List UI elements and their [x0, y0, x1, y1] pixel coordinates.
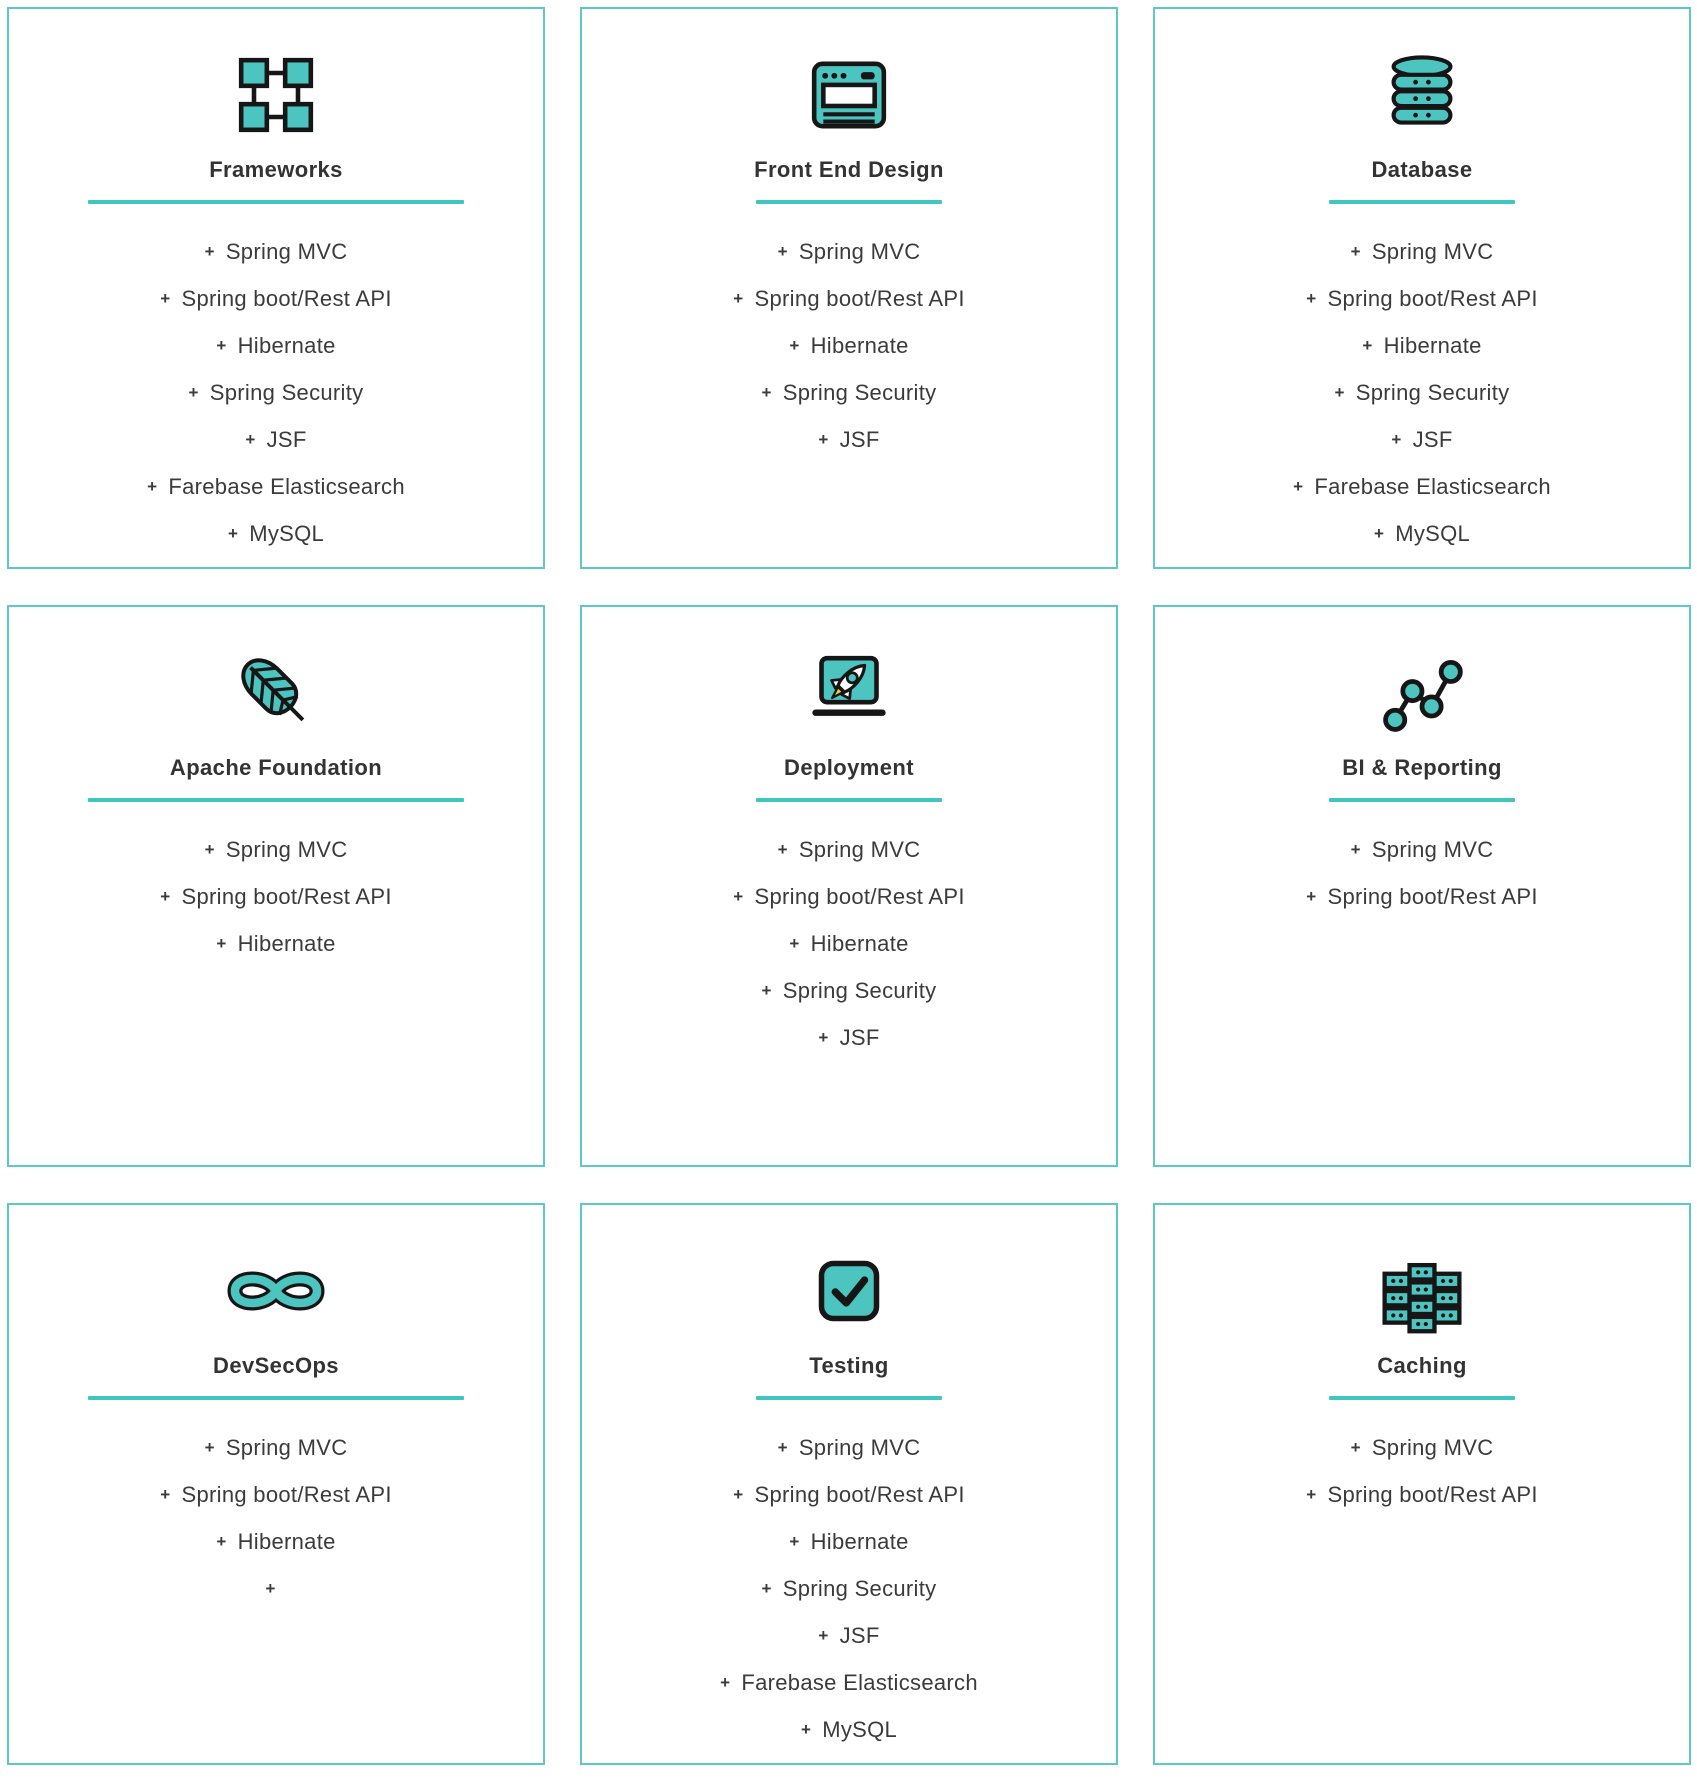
list-item: [147, 276, 405, 323]
list-item: [147, 464, 405, 511]
plus-bullet: +: [1373, 524, 1385, 543]
plus-bullet: +: [733, 289, 744, 308]
item-label: MySQL: [249, 521, 325, 546]
plus-bullet: +: [818, 430, 829, 449]
item-label: Spring boot/Rest API: [754, 286, 965, 311]
card-frameworks: [7, 7, 545, 569]
list-item: [160, 827, 391, 874]
card-apache-foundation: [7, 605, 545, 1167]
list-item: [1293, 511, 1551, 558]
item-label: Spring MVC: [798, 239, 921, 264]
plus-bullet: +: [227, 524, 239, 543]
item-label: Hibernate: [1383, 333, 1482, 358]
title-underline: [756, 798, 942, 802]
server-rack-icon: [1376, 1241, 1468, 1341]
card-title: DevSecOps: [213, 1353, 339, 1378]
list-item: [147, 370, 405, 417]
item-label: Farebase Elasticsearch: [168, 474, 405, 499]
list-item: [733, 1015, 964, 1062]
item-label: Spring Security: [209, 380, 364, 405]
item-label: Spring MVC: [1371, 239, 1494, 264]
list-item: [733, 323, 964, 370]
item-label: Spring boot/Rest API: [754, 1482, 965, 1507]
item-label: Spring MVC: [798, 1435, 921, 1460]
plus-bullet: +: [800, 1720, 812, 1739]
item-label: Spring MVC: [225, 1435, 348, 1460]
item-label: JSF: [839, 1025, 880, 1050]
plus-bullet: +: [160, 887, 171, 906]
list-item: [147, 511, 405, 558]
plus-bullet: +: [1391, 430, 1402, 449]
plus-bullet: +: [1293, 477, 1304, 496]
item-label: Spring boot/Rest API: [1327, 286, 1538, 311]
item-label: Farebase Elasticsearch: [741, 1670, 978, 1695]
list-item: [733, 370, 964, 417]
list-item: [1306, 874, 1537, 921]
item-label: Hibernate: [810, 931, 909, 956]
item-label: MySQL: [822, 1717, 898, 1742]
plus-bullet: +: [204, 1438, 215, 1457]
item-label: Spring Security: [782, 380, 937, 405]
node-chart-icon: [1376, 643, 1468, 743]
item-label: Hibernate: [237, 333, 336, 358]
list-item: [160, 1472, 391, 1519]
plus-bullet: +: [1306, 1485, 1317, 1504]
card-title: BI & Reporting: [1342, 755, 1502, 780]
list-item: [1293, 464, 1551, 511]
infinity-icon: [221, 1241, 331, 1341]
list-item: [160, 1566, 391, 1613]
item-label: Spring Security: [782, 1576, 937, 1601]
list-item: [1306, 1425, 1537, 1472]
plus-bullet: +: [818, 1626, 829, 1645]
list-item: [1293, 417, 1551, 464]
list-item: [733, 229, 964, 276]
title-underline: [756, 200, 942, 204]
list-item: [733, 874, 964, 921]
item-label: Spring boot/Rest API: [181, 1482, 392, 1507]
list-item: [720, 1660, 978, 1707]
item-label: Farebase Elasticsearch: [1314, 474, 1551, 499]
list-item: [720, 1425, 978, 1472]
plus-bullet: +: [160, 289, 171, 308]
plus-bullet: +: [789, 1532, 800, 1551]
skill-list: [1293, 229, 1551, 558]
plus-bullet: +: [204, 242, 215, 261]
plus-bullet: +: [216, 934, 227, 953]
item-label: Spring Security: [1355, 380, 1510, 405]
plus-bullet: +: [1362, 336, 1373, 355]
plus-bullet: +: [1334, 383, 1345, 402]
plus-bullet: +: [147, 477, 158, 496]
card-database: [1153, 7, 1691, 569]
plus-bullet: +: [777, 1438, 788, 1457]
skill-list: [160, 1425, 391, 1613]
skill-list: [1306, 827, 1537, 921]
item-label: Spring MVC: [225, 239, 348, 264]
item-label: Spring boot/Rest API: [754, 884, 965, 909]
card-title: Database: [1371, 157, 1473, 182]
list-item: [1306, 1472, 1537, 1519]
plus-bullet: +: [761, 981, 772, 1000]
list-item: [720, 1519, 978, 1566]
title-underline: [88, 1396, 464, 1400]
card-title: Apache Foundation: [169, 755, 383, 780]
item-label: Hibernate: [810, 1529, 909, 1554]
card-devsecops: [7, 1203, 545, 1765]
item-label: JSF: [266, 427, 307, 452]
list-item: [147, 323, 405, 370]
item-label: JSF: [839, 1623, 880, 1648]
card-caching: [1153, 1203, 1691, 1765]
skill-list: [733, 827, 964, 1062]
title-underline: [1329, 1396, 1515, 1400]
item-label: Hibernate: [237, 1529, 336, 1554]
laptop-rocket-icon: [803, 643, 895, 743]
plus-bullet: +: [733, 1485, 744, 1504]
plus-bullet: +: [777, 840, 788, 859]
plus-bullet: +: [733, 887, 744, 906]
list-item: [733, 921, 964, 968]
list-item: [1293, 323, 1551, 370]
item-label: Spring boot/Rest API: [1327, 884, 1538, 909]
plus-bullet: +: [777, 242, 788, 261]
list-item: [160, 921, 391, 968]
card-deployment: [580, 605, 1118, 1167]
plus-bullet: +: [1350, 1438, 1361, 1457]
plus-bullet: +: [789, 934, 800, 953]
item-label: Spring Security: [782, 978, 937, 1003]
list-item: [720, 1707, 978, 1754]
item-label: Spring MVC: [1371, 1435, 1494, 1460]
card-title: Caching: [1377, 1353, 1467, 1378]
item-label: Spring MVC: [798, 837, 921, 862]
network-nodes-icon: [232, 45, 320, 145]
card-title: Testing: [809, 1353, 889, 1378]
plus-bullet: +: [245, 430, 256, 449]
item-label: Spring boot/Rest API: [181, 884, 392, 909]
plus-bullet: +: [1350, 840, 1361, 859]
list-item: [720, 1613, 978, 1660]
list-item: [733, 968, 964, 1015]
skill-list: [1306, 1425, 1537, 1519]
checkbox-check-icon: [805, 1241, 893, 1341]
plus-bullet: +: [761, 383, 772, 402]
list-item: [160, 1519, 391, 1566]
browser-window-icon: [805, 45, 893, 145]
skill-list: [720, 1425, 978, 1754]
plus-bullet: +: [216, 336, 227, 355]
card-title: Deployment: [784, 755, 914, 780]
title-underline: [88, 798, 464, 802]
list-item: [733, 827, 964, 874]
card-title: Front End Design: [754, 157, 944, 182]
skill-list: [160, 827, 391, 968]
list-item: [733, 276, 964, 323]
feather-icon: [228, 643, 324, 743]
plus-bullet: +: [1306, 289, 1317, 308]
list-item: [147, 229, 405, 276]
plus-bullet: +: [160, 1485, 171, 1504]
title-underline: [1329, 798, 1515, 802]
list-item: [720, 1566, 978, 1613]
title-underline: [1329, 200, 1515, 204]
plus-bullet: +: [818, 1028, 829, 1047]
plus-bullet: +: [1350, 242, 1361, 261]
plus-bullet: +: [761, 1579, 772, 1598]
list-item: [1293, 370, 1551, 417]
plus-bullet: +: [204, 840, 215, 859]
skill-list: [147, 229, 405, 558]
card-testing: [580, 1203, 1118, 1765]
list-item: [733, 417, 964, 464]
skill-list: [733, 229, 964, 464]
title-underline: [88, 200, 464, 204]
title-underline: [756, 1396, 942, 1400]
plus-bullet: +: [720, 1673, 731, 1692]
list-item: [160, 874, 391, 921]
plus-bullet: +: [265, 1579, 276, 1598]
item-label: Spring boot/Rest API: [1327, 1482, 1538, 1507]
list-item: [1306, 827, 1537, 874]
list-item: [147, 417, 405, 464]
plus-bullet: +: [188, 383, 199, 402]
item-label: Hibernate: [810, 333, 909, 358]
item-label: Spring MVC: [1371, 837, 1494, 862]
card-front-end-design: [580, 7, 1118, 569]
item-label: Spring MVC: [225, 837, 348, 862]
list-item: [1293, 229, 1551, 276]
item-label: JSF: [1412, 427, 1453, 452]
plus-bullet: +: [1306, 887, 1317, 906]
plus-bullet: +: [216, 1532, 227, 1551]
item-label: Hibernate: [237, 931, 336, 956]
list-item: [720, 1472, 978, 1519]
database-cylinder-icon: [1378, 45, 1466, 145]
item-label: Spring boot/Rest API: [181, 286, 392, 311]
card-bi-reporting: [1153, 605, 1691, 1167]
card-title: Frameworks: [209, 157, 343, 182]
item-label: MySQL: [1395, 521, 1471, 546]
item-label: JSF: [839, 427, 880, 452]
list-item: [1293, 276, 1551, 323]
list-item: [160, 1425, 391, 1472]
plus-bullet: +: [789, 336, 800, 355]
